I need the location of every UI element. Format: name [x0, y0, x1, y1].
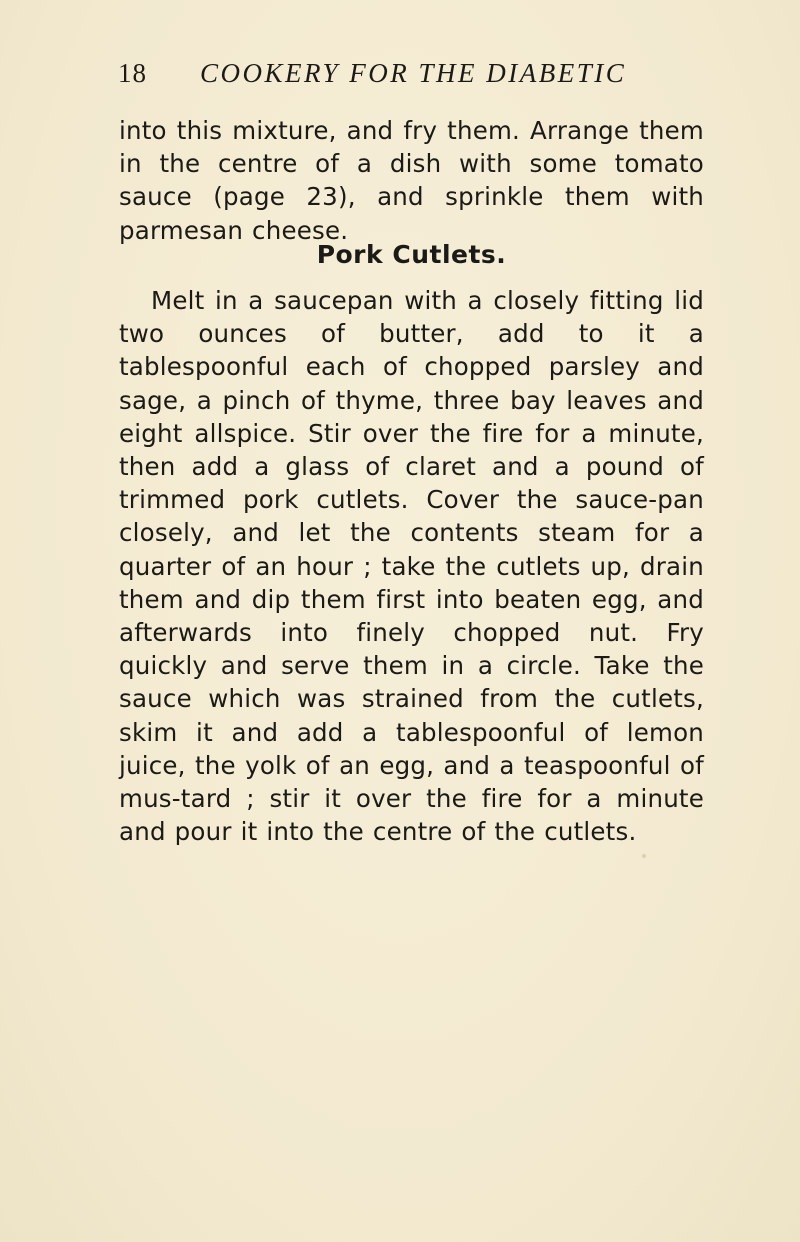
- running-title: COOKERY FOR THE DIABETIC: [200, 58, 627, 88]
- page-number: 18: [118, 58, 147, 88]
- recipe-heading: Pork Cutlets.: [316, 240, 507, 269]
- recipe-paragraph: Melt in a saucepan with a closely fitting lid two ounces of butter, add to it a tablespoonful each of chopped parsley and sage, a pinch of thyme, three bay leaves and eight allspice. Stir over the fire for a minute, then add a glass of claret and a pound of trimmed pork cutlets. Cover the sauce-pan closely, and let the contents steam for a quarter of an hour ; take the cutlets up, drain them and dip them first into beaten egg, and afterwards into finely chopped nut. Fry quickly and serve them in a circle. Take the sauce which was strained from the cutlets, skim it and add a tablespoonful of lemon juice, the yolk of an egg, and a teaspoonful of mus-tard ; stir it over the fire for a minute and pour it into the centre of the cutlets.: [119, 286, 704, 847]
- page-header: [118, 58, 698, 98]
- paper-speck: [642, 854, 646, 858]
- continuation-paragraph: into this mixture, and fry them. Arrange them in the centre of a dish with some tomato sauce (page 23), and sprinkle them with parmesan cheese.: [119, 116, 704, 245]
